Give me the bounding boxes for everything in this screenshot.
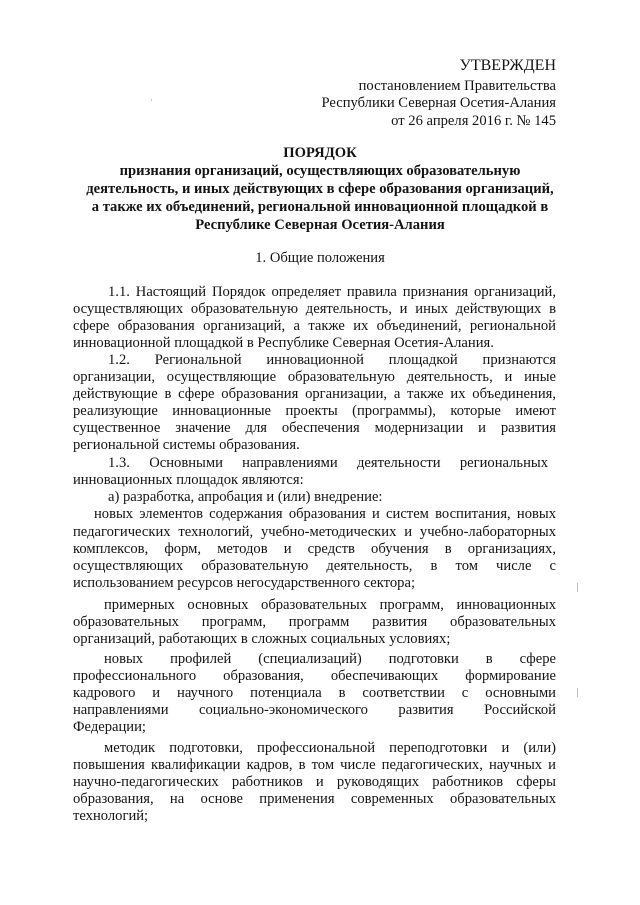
body-line: профессионального образования, обеспечивающих формирование (73, 668, 556, 684)
heading-line-2: деятельность, и иных действующих в сфере образования организаций, (86, 181, 554, 197)
document-title: ПОРЯДОК (283, 145, 357, 161)
heading-line-3: а также их объединений, региональной инновационной площадкой в (91, 199, 549, 215)
body-line: новых профилей (специализаций) подготовки в сфере (104, 651, 556, 667)
body-line: а) разработка, апробация и (или) внедрение: (108, 489, 383, 505)
body-line: методик подготовки, профессиональной переподготовки и (или) (104, 740, 556, 756)
body-line: технологий; (73, 808, 149, 824)
body-line: кадрового и научного потенциала в соответствии с основными (73, 685, 556, 701)
body-line: образовательных программ, программ развития образовательных (73, 614, 556, 630)
body-line: новых элементов содержания образования и систем воспитания, новых (94, 506, 556, 522)
approval-title: УТВЕРЖДЕН (459, 57, 556, 74)
body-line: примерных основных образовательных программ, инновационных (104, 597, 556, 613)
heading-line-1: признания организаций, осуществляющих образовательную (119, 163, 521, 179)
scan-mark (577, 583, 582, 592)
body-line: региональной системы образования. (73, 437, 300, 453)
body-line: организаций, работающих в сложных социальных условиях; (73, 631, 451, 647)
body-line: Федерации; (73, 719, 146, 735)
body-line: комплексов, форм, методов и средств обучения в организациях, (73, 541, 556, 557)
scan-mark (577, 688, 582, 697)
body-line: научно-педагогических работников и руководящих работников сферы (73, 774, 556, 790)
body-line: инновационной площадкой в Республике Северная Осетия-Алания. (73, 335, 494, 351)
approval-line-1: постановлением Правительства (358, 78, 556, 94)
body-line: организации, осуществляющие образовательную деятельность, и иные (73, 369, 556, 385)
body-line: повышения квалификации кадров, в том числе педагогических, научных и (73, 757, 556, 773)
body-line: образования, на основе применения современных образовательных (73, 791, 556, 807)
body-line: осуществляющих образовательную деятельность, и иных действующих в (73, 301, 556, 317)
section-title: 1. Общие положения (255, 250, 385, 266)
body-line: осуществляющих образовательную деятельность, в том числе с (73, 558, 556, 574)
body-line: направлениями социально-экономического развития Российской (73, 702, 556, 718)
body-line: использованием ресурсов негосударственного сектора; (73, 575, 415, 591)
body-line: действующие в сфере образования организации, а также их объединения, (73, 386, 556, 402)
body-line: сфере образования организаций, а также их объединений, региональной (73, 318, 556, 334)
body-line: инновационных площадок являются: (73, 472, 304, 488)
heading-line-4: Республике Северная Осетия-Алания (195, 217, 445, 233)
scan-speck: ‘ (150, 97, 153, 107)
body-line: 1.2. Региональной инновационной площадкой признаются (108, 352, 556, 368)
body-line: 1.1. Настоящий Порядок определяет правила признания организаций, (108, 284, 556, 300)
body-line: реализующие инновационные проекты (программы), которые имеют (73, 403, 556, 419)
approval-line-3: от 26 апреля 2016 г. № 145 (391, 113, 556, 129)
body-line: педагогических технологий, учебно-методических и учебно-лабораторных (73, 524, 556, 540)
approval-line-2: Республики Северная Осетия-Алания (321, 95, 556, 111)
body-line: существенное значение для обеспечения модернизации и развития (73, 420, 556, 436)
body-line: 1.3. Основными направлениями деятельности региональных (108, 455, 548, 471)
